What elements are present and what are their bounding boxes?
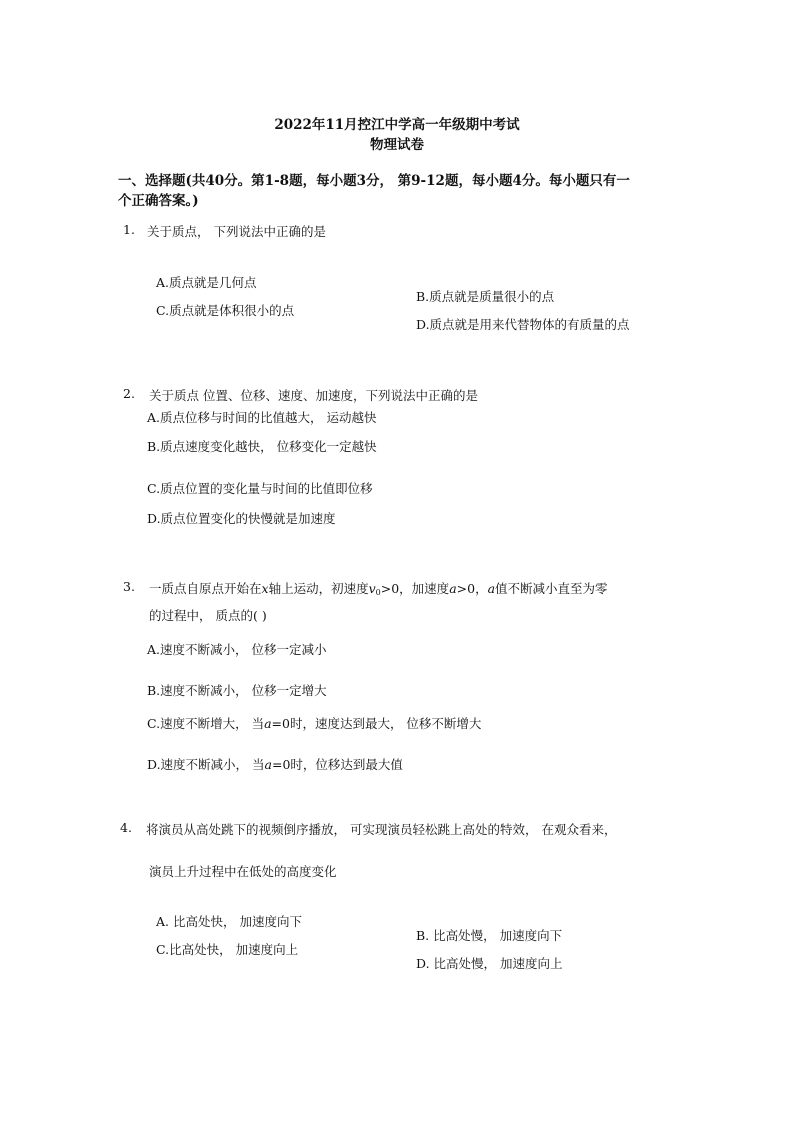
section-heading-line1: 一、选择题(共40分。第1-8题，每小题3分， 第9-12题，每小题4分。每小题只有一 bbox=[118, 173, 630, 189]
exam-title: 2022年11月控江中学高一年级期中考试 bbox=[274, 117, 520, 133]
question-stem: 关于质点 位置、位移、速度、加速度，下列说法中正确的是 bbox=[149, 388, 478, 403]
question-stem-line2: 的过程中， 质点的( ) bbox=[149, 608, 267, 623]
question-stem: 将演员从高处跳下的视频倒序播放， 可实现演员轻松跳上高处的特效， 在观众看来， bbox=[146, 822, 617, 837]
option-c: C.速度不断增大， 当a=0时，速度达到最大， 位移不断增大 bbox=[147, 716, 482, 731]
option-d: D.质点位置变化的快慢就是加速度 bbox=[147, 511, 336, 526]
option-d: D.速度不断减小， 当a=0时，位移达到最大值 bbox=[147, 757, 403, 772]
exam-subtitle: 物理试卷 bbox=[370, 137, 424, 153]
option-c: C.比高处快， 加速度向上 bbox=[156, 942, 299, 957]
question-number: 2. bbox=[123, 386, 135, 401]
option-c: C.质点就是体积很小的点 bbox=[156, 303, 295, 318]
question-stem: 关于质点， 下列说法中正确的是 bbox=[147, 224, 326, 239]
option-a: A.速度不断减小， 位移一定减小 bbox=[147, 642, 327, 657]
option-b: B.质点就是质量很小的点 bbox=[416, 289, 555, 304]
option-d: D.质点就是用来代替物体的有质量的点 bbox=[416, 317, 630, 332]
option-b: B.速度不断减小， 位移一定增大 bbox=[147, 683, 327, 698]
section-heading-line2: 个正确答案。) bbox=[118, 193, 199, 209]
option-b: B.质点速度变化越快， 位移变化一定越快 bbox=[147, 439, 377, 454]
question-number: 1. bbox=[123, 222, 135, 237]
option-d: D. 比高处慢， 加速度向上 bbox=[416, 956, 563, 971]
question-stem-line2: 演员上升过程中在低处的高度变化 bbox=[149, 864, 337, 879]
option-c: C.质点位置的变化量与时间的比值即位移 bbox=[147, 481, 373, 496]
question-number: 3. bbox=[123, 579, 135, 594]
option-b: B. 比高处慢， 加速度向下 bbox=[416, 928, 563, 943]
question-stem: 一质点自原点开始在x轴上运动，初速度$v_0>0$，加速度a>0，a值不断减小直至为零 bbox=[149, 581, 608, 597]
question-number: 4. bbox=[120, 820, 132, 835]
option-a: A.质点位移与时间的比值越大， 运动越快 bbox=[147, 410, 377, 425]
option-a: A. 比高处快， 加速度向下 bbox=[156, 914, 302, 929]
option-a: A.质点就是几何点 bbox=[156, 275, 257, 290]
